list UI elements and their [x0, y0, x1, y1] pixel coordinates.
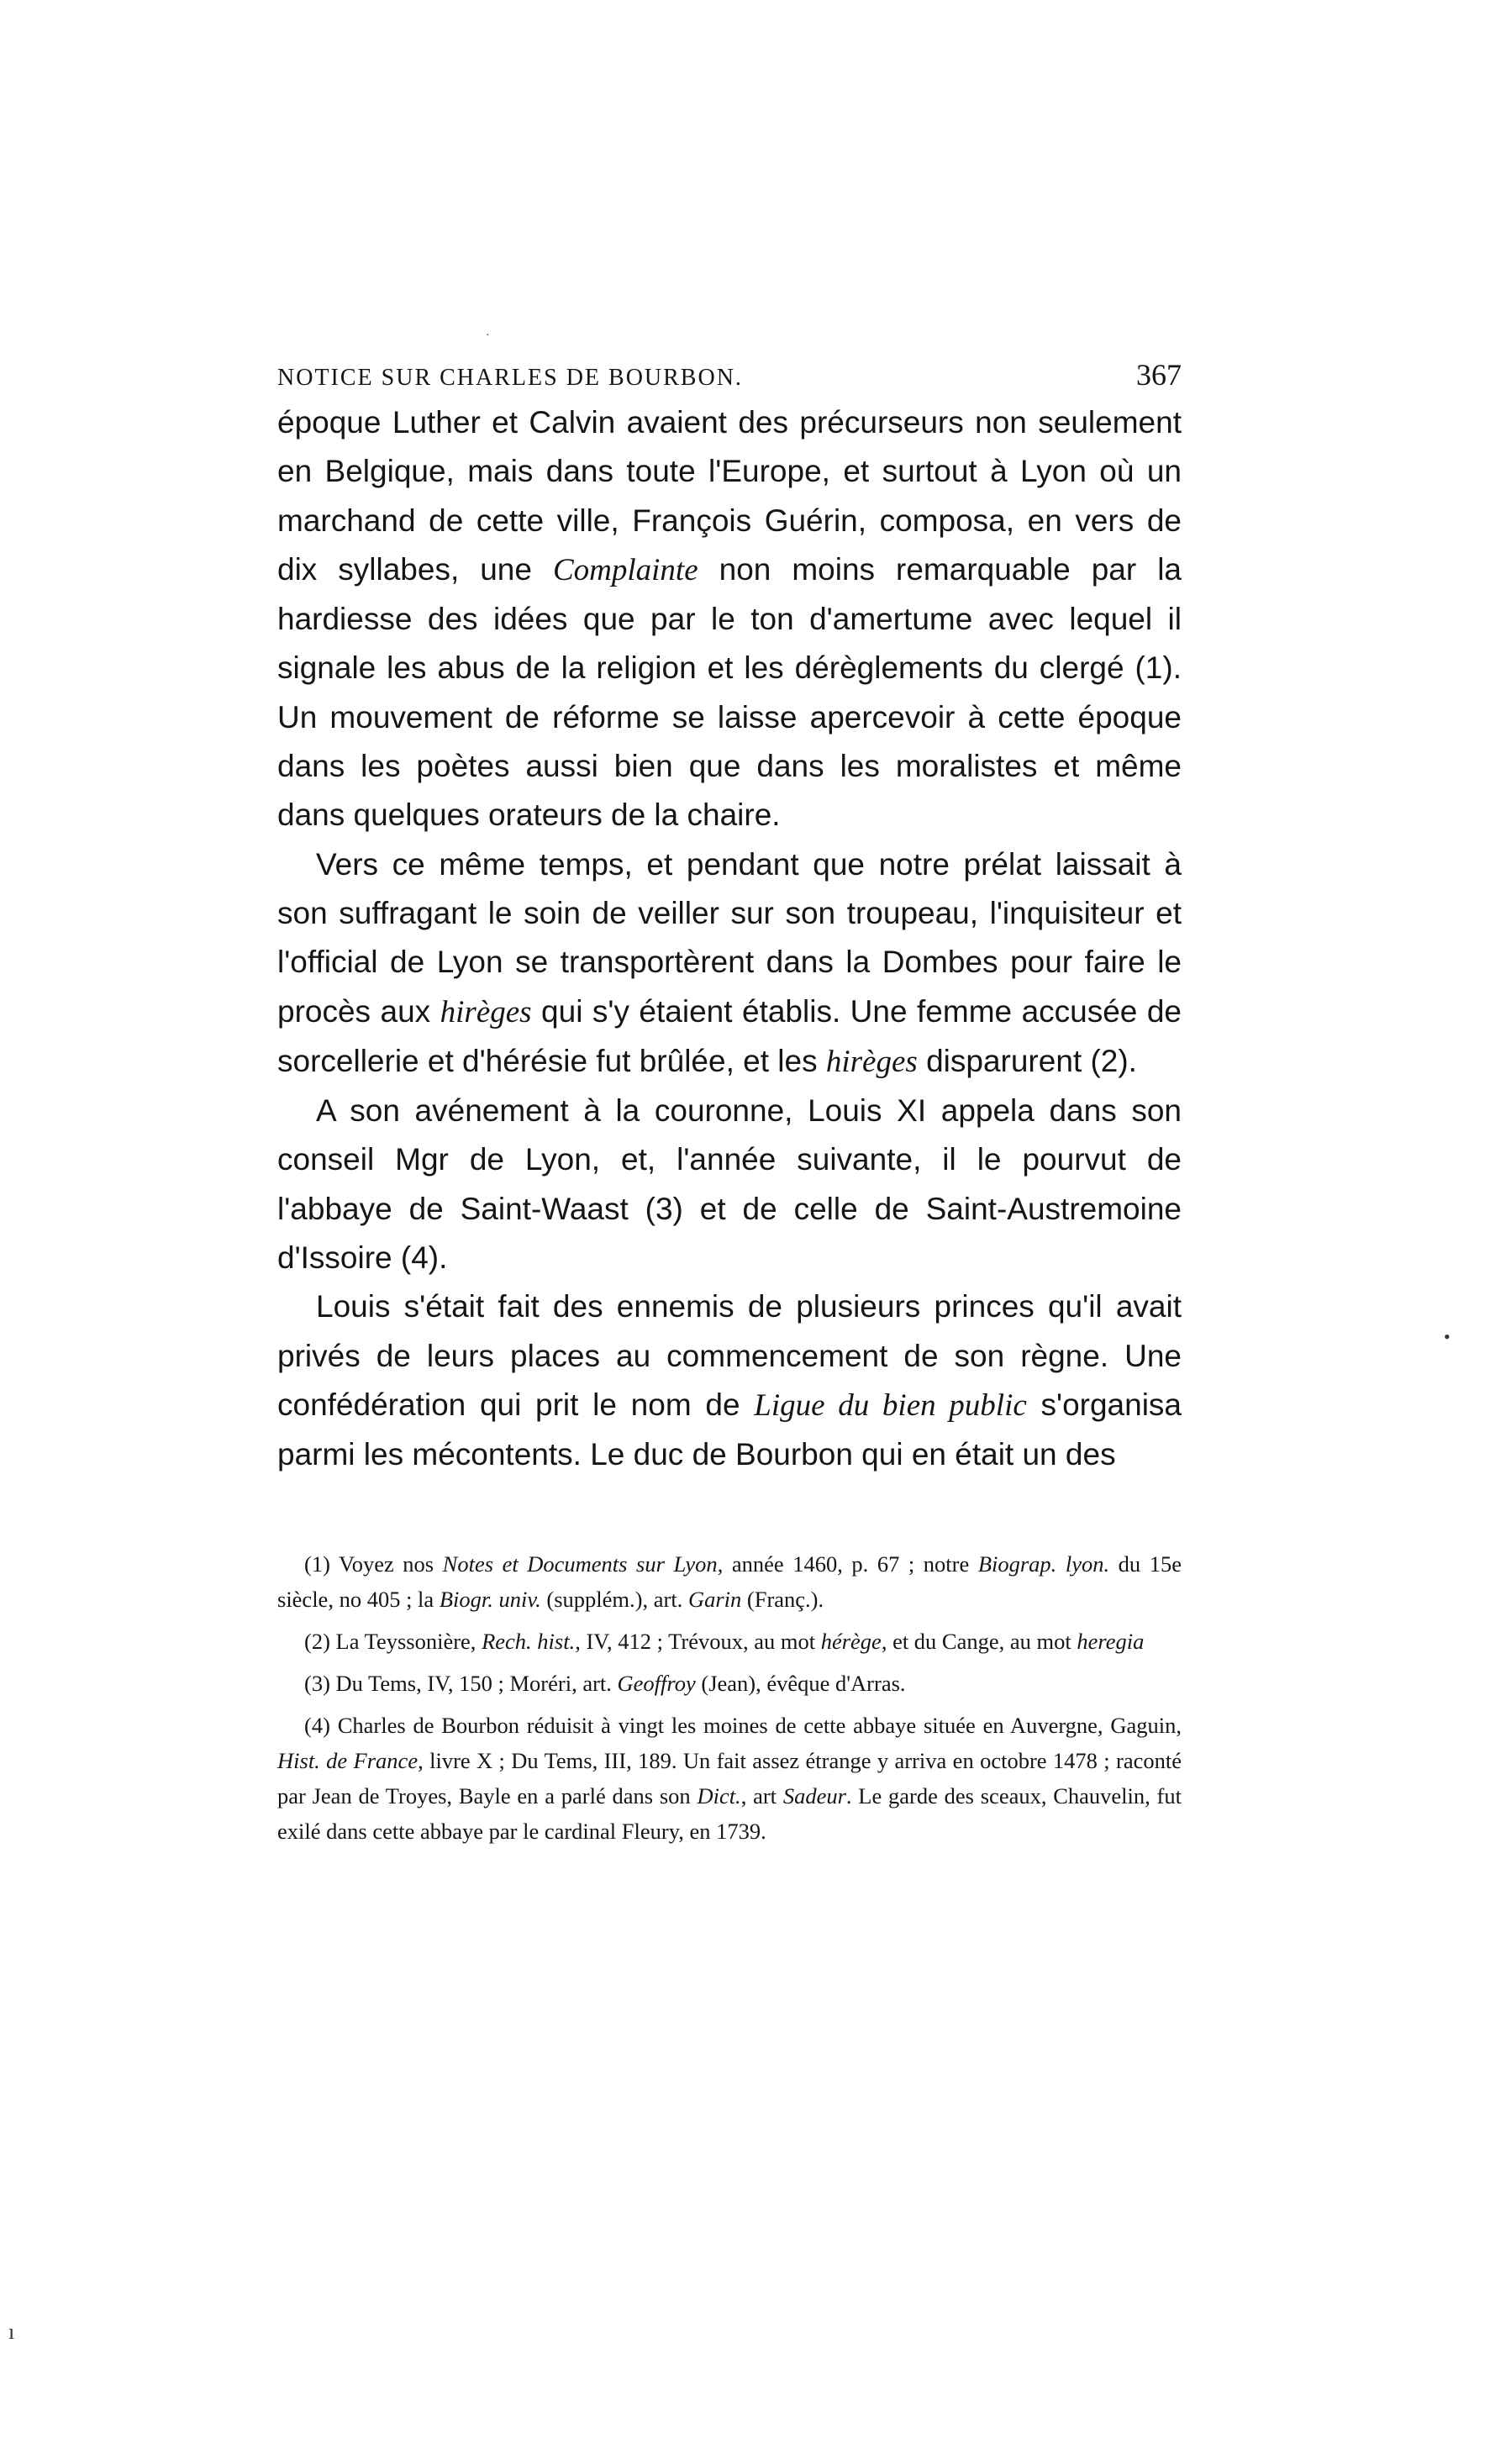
p4-text-a: Louis s'était fait des ennemis de plusieurs princes qu'il avait privés de leurs places au commencement de son règne. Une confédération qui prit le nom de [277, 1289, 1182, 1422]
fn1-text-b: , année 1460, p. 67 ; notre [717, 1551, 978, 1577]
footnote-3 [277, 1666, 1182, 1701]
fn4-italic-1: Hist. de France [277, 1748, 419, 1773]
p2-italic-term-2: hirèges [825, 1044, 918, 1079]
fn1-text-d: (supplém.), art. [540, 1587, 688, 1612]
fn1-italic-3: Biogr. univ. [439, 1587, 541, 1612]
paragraph-2 [277, 840, 1182, 1087]
fn2-italic-2: hérège [820, 1629, 882, 1654]
footnote-4 [277, 1708, 1182, 1849]
p1-text-b: non moins remarquable par la hardiesse des idées que par le ton d'amertume avec lequel il signale les abus de la religion et les dérèglements du clergé (1). Un mouvement de réforme se laisse apercevoir à cette époque dans les poètes aussi bien que dans les moralistes et même dans quelques orateurs de la chaire. [277, 551, 1182, 833]
scan-speck-mark: ı [8, 2319, 15, 2344]
fn1-italic-2: Biograp. lyon. [977, 1551, 1110, 1577]
fn1-text-e: (Franç.). [741, 1587, 824, 1612]
fn1-italic-1: Notes et Documents sur Lyon [442, 1551, 718, 1577]
p4-text-b: s'organisa parmi les mécontents. Le duc de Bourbon qui en était un des [277, 1387, 1182, 1472]
main-text [277, 398, 1182, 1480]
page-header [277, 357, 1182, 392]
footnote-2 [277, 1624, 1182, 1659]
fn2-italic-1: Rech. hist. [482, 1629, 576, 1654]
fn2-italic-3: heregia [1077, 1629, 1145, 1654]
p2-text-c: disparurent (2). [917, 1043, 1137, 1078]
fn3-text-b: (Jean), évêque d'Arras. [695, 1671, 906, 1696]
fn4-text-a: (4) Charles de Bourbon réduisit à vingt les moines de cette abbaye située en Auvergne, Gaguin, [304, 1713, 1182, 1738]
paragraph-3: A son avénement à la couronne, Louis XI appela dans son conseil Mgr de Lyon, et, l'année suivante, il le pourvut de l'abbaye de Saint-Waast (3) et de celle de Saint-Austremoine d'Issoire (4). [277, 1093, 1182, 1276]
fn1-text-a: (1) Voyez nos [304, 1551, 443, 1577]
p1-italic-title: Complainte [552, 552, 698, 587]
fn3-italic-1: Geoffroy [617, 1671, 696, 1696]
fn1-italic-4: Garin [687, 1587, 742, 1612]
running-head: NOTICE SUR CHARLES DE BOURBON. [277, 365, 743, 391]
fn4-text-c: , art [740, 1783, 783, 1809]
fn2-text-a: (2) La Teyssonière, [304, 1629, 482, 1654]
page-number: 367 [1136, 358, 1182, 392]
p2-italic-term-1: hirèges [440, 994, 532, 1029]
scan-speck-mark: · [486, 329, 490, 342]
paragraph-1 [277, 398, 1182, 840]
fn4-text-d: . Le garde des sceaux, Chauvelin, fut exilé dans cette abbaye par le cardinal Fleury, en 1739. [277, 1783, 1182, 1844]
fn2-text-b: , IV, 412 ; Trévoux, au mot [575, 1629, 821, 1654]
p2-text-a: Vers ce même temps, et pendant que notre prélat laissait à son suffragant le soin de veiller sur son troupeau, l'inquisiteur et l'official de Lyon se transportèrent dans la Dombes pour faire le procès aux [277, 846, 1182, 1029]
fn1-text-c: du 15e siècle, no 405 ; la [277, 1551, 1182, 1612]
p4-italic-title: Ligue du bien public [754, 1387, 1027, 1423]
scan-speck-mark: • [1444, 1326, 1450, 1347]
p2-text-b: qui s'y étaient établis. Une femme accusée de sorcellerie et d'hérésie fut brûlée, et les [277, 993, 1182, 1078]
footnotes [277, 1546, 1182, 1856]
fn4-italic-2: Dict. [697, 1783, 741, 1809]
p1-text-a: époque Luther et Calvin avaient des précurseurs non seulement en Belgique, mais dans toute l'Europe, et surtout à Lyon où un marchand de cette ville, François Guérin, composa, en vers de dix syllabes, une [277, 405, 1182, 587]
paragraph-4 [277, 1282, 1182, 1479]
fn3-text-a: (3) Du Tems, IV, 150 ; Moréri, art. [304, 1671, 618, 1696]
fn4-text-b: , livre X ; Du Tems, III, 189. Un fait assez étrange y arriva en octobre 1478 ; raconté par Jean de Troyes, Bayle en a parlé dans son [277, 1748, 1182, 1809]
footnote-1 [277, 1546, 1182, 1617]
fn4-italic-3: Sadeur [782, 1783, 846, 1809]
fn2-text-c: , et du Cange, au mot [881, 1629, 1077, 1654]
